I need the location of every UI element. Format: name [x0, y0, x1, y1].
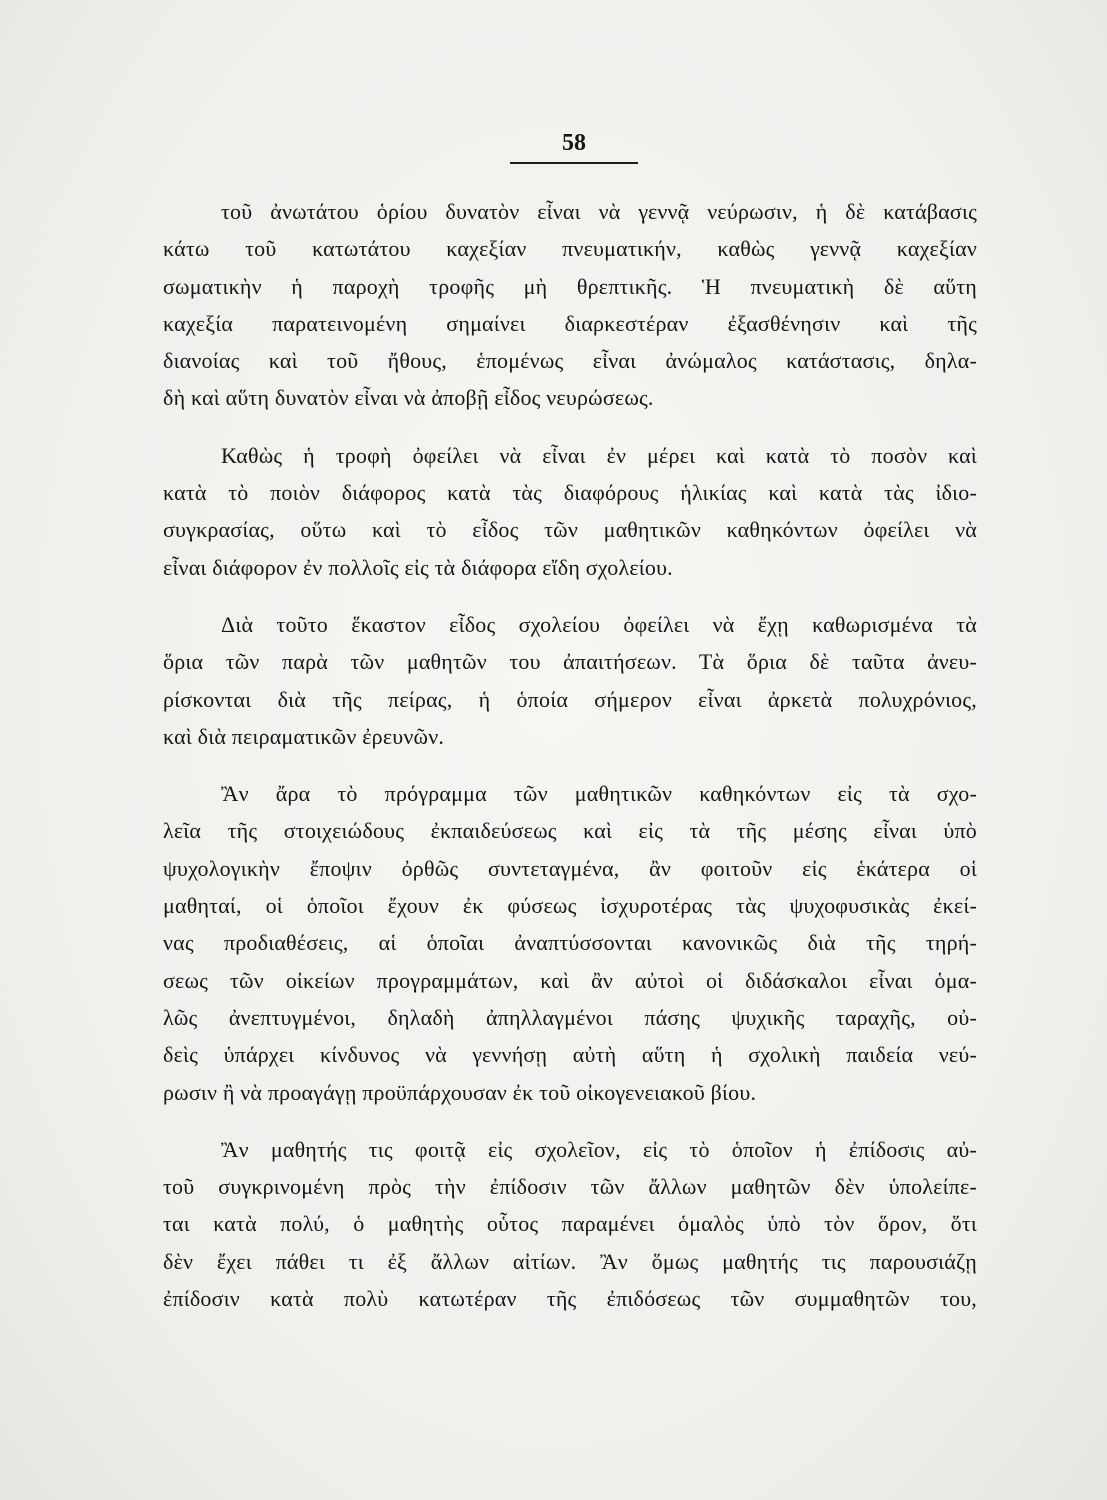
paragraph [163, 193, 977, 417]
text-line: ρωσιν ἢ νὰ προαγάγῃ προϋπάρχουσαν ἐκ τοῦ οἰκογενειακοῦ βίου. [163, 1079, 757, 1105]
paragraph [163, 437, 977, 586]
text-line: ὅρια τῶν παρὰ τῶν μαθητῶν του ἀπαιτήσεων. Τὰ ὅρια δὲ ταῦτα ἀνευ- [163, 649, 977, 675]
text-line: ἐπίδοσιν κατὰ πολὺ κατωτέραν τῆς ἐπιδόσεως τῶν συμμαθητῶν του, [163, 1286, 977, 1312]
text-line: τοῦ συγκρινομένη πρὸς τὴν ἐπίδοσιν τῶν ἄλλων μαθητῶν δὲν ὑπολείπε- [163, 1174, 977, 1200]
text-line: Ἂν μαθητής τις φοιτᾷ εἰς σχολεῖον, εἰς τὸ ὁποῖον ἡ ἐπίδοσις αὐ- [221, 1136, 977, 1162]
text-line: καὶ διὰ πειραματικῶν ἐρευνῶν. [163, 723, 445, 749]
text-line: διανοίας καὶ τοῦ ἤθους, ἑπομένως εἶναι ἀνώμαλος κατάστασις, δηλα- [163, 348, 977, 374]
text-line: μαθηταί, οἱ ὁποῖοι ἔχουν ἐκ φύσεως ἰσχυροτέρας τὰς ψυχοφυσικὰς ἐκεί- [163, 893, 977, 919]
paragraph [163, 1131, 977, 1317]
text-line: Ἂν ἄρα τὸ πρόγραμμα τῶν μαθητικῶν καθηκόντων εἰς τὰ σχο- [221, 781, 977, 807]
text-line: Καθὼς ἡ τροφὴ ὀφείλει νὰ εἶναι ἐν μέρει καὶ κατὰ τὸ ποσὸν καὶ [221, 442, 977, 468]
text-line: λεῖα τῆς στοιχειώδους ἐκπαιδεύσεως καὶ εἰς τὰ τῆς μέσης εἶναι ὑπὸ [163, 818, 977, 844]
text-line: κάτω τοῦ κατωτάτου καχεξίαν πνευματικήν, καθὼς γεννᾷ καχεξίαν [163, 236, 977, 262]
text-line: τοῦ ἀνωτάτου ὁρίου δυνατὸν εἶναι νὰ γεννᾷ νεύρωσιν, ἡ δὲ κατάβασις [221, 199, 977, 224]
text-line: δὴ καὶ αὕτη δυνατὸν εἶναι νὰ ἀποβῇ εἶδος νευρώσεως. [163, 385, 654, 411]
text-line: Διὰ τοῦτο ἕκαστον εἶδος σχολείου ὀφείλει νὰ ἔχῃ καθωρισμένα τὰ [221, 611, 977, 637]
page-number: 58 [562, 130, 586, 156]
text-line: λῶς ἀνεπτυγμένοι, δηλαδὴ ἀπηλλαγμένοι πάσης ψυχικῆς ταραχῆς, οὐ- [163, 1004, 977, 1030]
text-line: εἶναι διάφορον ἐν πολλοῖς εἰς τὰ διάφορα εἴδη σχολείου. [163, 554, 673, 580]
text-line: νας προδιαθέσεις, αἱ ὁποῖαι ἀναπτύσσονται κανονικῶς διὰ τῆς τηρή- [163, 930, 977, 956]
body-text [163, 193, 977, 1317]
text-line: σωματικὴν ἡ παροχὴ τροφῆς μὴ θρεπτικῆς. Ἡ πνευματικὴ δὲ αὕτη [163, 273, 977, 299]
text-line: δεὶς ὑπάρχει κίνδυνος νὰ γεννήσῃ αὐτὴ αὕτη ἡ σχολικὴ παιδεία νεύ- [163, 1042, 977, 1068]
paragraph [163, 775, 977, 1111]
text-line: σεως τῶν οἰκείων προγραμμάτων, καὶ ἂν αὐτοὶ οἱ διδάσκαλοι εἶναι ὁμα- [163, 967, 977, 993]
text-line: συγκρασίας, οὕτω καὶ τὸ εἶδος τῶν μαθητικῶν καθηκόντων ὀφείλει νὰ [163, 517, 977, 543]
paragraph [163, 606, 977, 755]
text-line: ψυχολογικὴν ἔποψιν ὀρθῶς συντεταγμένα, ἂν φοιτοῦν εἰς ἑκάτερα οἱ [163, 855, 977, 881]
text-line: ται κατὰ πολύ, ὁ μαθητὴς οὗτος παραμένει ὁμαλὸς ὑπὸ τὸν ὅρον, ὅτι [163, 1211, 977, 1237]
text-line: κατὰ τὸ ποιὸν διάφορος κατὰ τὰς διαφόρους ἡλικίας καὶ κατὰ τὰς ἰδιο- [163, 480, 977, 506]
text-line: ρίσκονται διὰ τῆς πείρας, ἡ ὁποία σήμερον εἶναι ἀρκετὰ πολυχρόνιος, [163, 686, 977, 712]
text-line: καχεξία παρατεινομένη σημαίνει διαρκεστέραν ἐξασθένησιν καὶ τῆς [163, 310, 977, 336]
text-line: δὲν ἔχει πάθει τι ἐξ ἄλλων αἰτίων. Ἂν ὅμως μαθητής τις παρουσιάζῃ [163, 1248, 977, 1274]
header-rule [510, 162, 638, 164]
